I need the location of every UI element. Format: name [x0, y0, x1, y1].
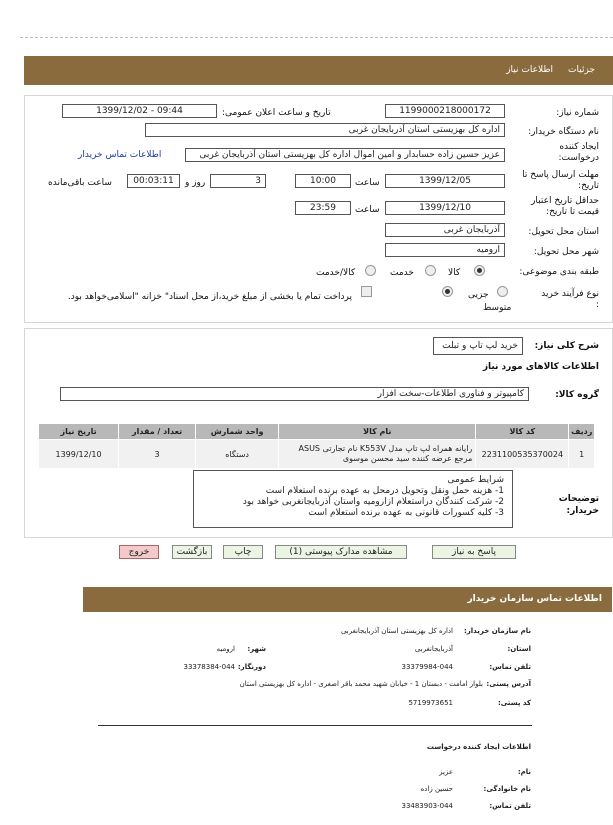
announce-field: 1399/12/02 - 09:44	[62, 104, 217, 118]
category-goods-service-label: کالا/خدمت	[316, 268, 356, 278]
row-qty: 3	[119, 440, 196, 469]
col-date-header: تاریخ نیاز	[39, 424, 119, 440]
col-name-header: نام کالا	[279, 424, 476, 440]
creator-name-label: نام:	[517, 768, 531, 776]
process-partial-radio[interactable]	[497, 286, 508, 297]
days-label: روز و	[185, 178, 206, 188]
contact-title: اطلاعات تماس سازمان خریدار	[467, 594, 602, 604]
buyer-contact-link[interactable]: اطلاعات تماس خریدار	[78, 150, 162, 160]
province-label: استان محل تحویل:	[528, 227, 599, 237]
exit-button[interactable]: خروج	[119, 545, 159, 559]
creator-label: ایجاد کننده درخواست:	[558, 142, 599, 163]
breadcrumb-need-info[interactable]: اطلاعات نیاز	[506, 65, 553, 75]
deadline-time-field: 10:00	[295, 174, 351, 188]
creator-name-value: عزیز	[439, 768, 453, 776]
validity-time-field: 23:59	[295, 201, 351, 215]
table-row	[39, 440, 595, 469]
row-unit: دستگاه	[196, 440, 279, 469]
creator-family-value: حسین زاده	[420, 785, 453, 793]
category-label: طبقه بندی موضوعی:	[519, 267, 599, 277]
contact-postal-label: کد پستی:	[497, 699, 531, 707]
contact-city-label: شهر:	[247, 645, 266, 653]
breadcrumb-details[interactable]: جزئیات	[568, 65, 595, 75]
validity-date-field: 1399/12/10	[385, 201, 505, 215]
print-button[interactable]: چاپ	[223, 545, 263, 559]
announce-label: تاریخ و ساعت اعلان عمومی:	[222, 108, 331, 118]
summary-field: خرید لپ تاپ و تبلت	[433, 337, 523, 355]
contact-province-label: استان:	[507, 645, 531, 653]
buyer-org-field: اداره کل بهزیستی استان آذربایجان غربی	[145, 123, 505, 137]
col-row-header: ردیف	[569, 424, 595, 440]
top-divider	[20, 37, 613, 38]
city-label: شهر محل تحویل:	[533, 247, 599, 257]
row-code: 2231100535370024	[476, 440, 569, 469]
notes-line-1: شرایط عمومی	[447, 475, 504, 485]
creator-phone-label: تلفن تماس:	[489, 802, 531, 810]
creator-family-label: نام خانوادگی:	[483, 785, 531, 793]
need-number-field: 1199000218000172	[385, 104, 505, 118]
col-code-header: کد کالا	[476, 424, 569, 440]
row-name: رایانه همراه لپ تاپ مدل K553V نام تجارتی ASUS مرجع عرضه کننده سید محسن موسوی	[279, 440, 476, 469]
contact-phone-label: تلفن تماس:	[489, 663, 531, 671]
contact-province-value: آذربایجانغربی	[414, 645, 453, 653]
header-bar	[24, 56, 613, 85]
validity-time-label: ساعت	[355, 205, 380, 215]
process-label: نوع فرآیند خرید :	[541, 289, 599, 310]
creator-field: عزیز حسین زاده حسابدار و امین اموال اداره کل بهزیستی استان آذربایجان غربی	[185, 148, 505, 162]
buyer-notes-label: توضیحات خریدار:	[558, 494, 599, 516]
col-qty-header: تعداد / مقدار	[119, 424, 196, 440]
deadline-label: مهلت ارسال پاسخ تا تاریخ:	[522, 170, 599, 191]
category-service-label: خدمت	[390, 268, 414, 278]
buyer-org-label: نام دستگاه خریدار:	[528, 127, 599, 137]
row-date: 1399/12/10	[39, 440, 119, 469]
notes-line-4: 3- کلیه کسورات قانونی به عهده برنده استعلام است	[308, 508, 504, 518]
creator-info-title: اطلاعات ایجاد کننده درخواست	[426, 743, 531, 751]
treasury-payment-note: پرداخت تمام یا بخشی از مبلغ خرید،از محل اسناد" خزانه "اسلامی‌خواهد بود.	[67, 292, 352, 302]
summary-label: شرح کلی نیاز:	[534, 341, 599, 351]
table-header-row	[39, 424, 595, 440]
treasury-payment-checkbox[interactable]	[361, 286, 372, 297]
group-field: کامپیوتر و فناوری اطلاعات-سخت افزار	[60, 387, 529, 401]
contact-address-label: آدرس پستی:	[486, 680, 531, 688]
contact-fax-label: دورنگار:	[237, 663, 266, 671]
category-goods-radio[interactable]	[474, 265, 485, 276]
days-field: 3	[210, 174, 266, 188]
category-goods-service-radio[interactable]	[365, 265, 376, 276]
city-field: ارومیه	[385, 243, 505, 257]
remaining-time-field: 00:03:11	[127, 174, 180, 188]
deadline-date-field: 1399/12/05	[385, 174, 505, 188]
notes-line-2: 1- هزینه حمل ونقل وتحویل درمحل به عهده برنده استعلام است	[265, 486, 504, 496]
process-medium-label: متوسط	[483, 303, 512, 313]
deadline-time-label: ساعت	[355, 178, 380, 188]
process-medium-radio[interactable]	[442, 286, 453, 297]
validity-label: حداقل تاریخ اعتبار قیمت تا تاریخ:	[531, 196, 599, 217]
row-number: 1	[569, 440, 595, 469]
contact-phone-value: 33379984-044	[401, 663, 453, 671]
goods-info-title: اطلاعات کالاهای مورد نیاز	[482, 362, 599, 372]
need-number-label: شماره نیاز:	[556, 108, 599, 118]
org-name-label: نام سازمان خریدار:	[463, 627, 531, 635]
category-goods-label: کالا	[448, 268, 461, 278]
org-name-value: اداره کل بهزیستی استان آذربایجانغربی	[340, 627, 453, 635]
contact-divider	[98, 725, 532, 726]
contact-header-bar	[83, 587, 612, 612]
goods-table	[38, 423, 595, 469]
buyer-notes-box	[193, 470, 513, 528]
creator-phone-value: 33483903-044	[401, 802, 453, 810]
contact-address-value: بلوار امامت - دبستان 1 - خیابان شهید محمد باقر اصغری - اداره کل بهزیستی استان	[239, 680, 483, 688]
col-unit-header: واحد شمارش	[196, 424, 279, 440]
category-service-radio[interactable]	[425, 265, 436, 276]
notes-line-3: 2- شرکت کنندگان دراستعلام ازارومیه واستان آذربایجانغربی خواهد بود	[242, 497, 504, 507]
contact-postal-value: 5719973651	[408, 699, 453, 707]
reply-button[interactable]: پاسخ به نیاز	[432, 545, 516, 559]
group-label: گروه کالا:	[555, 390, 599, 400]
remaining-label: ساعت باقی‌مانده	[48, 178, 112, 188]
contact-city-value: ارومیه	[216, 645, 235, 653]
process-partial-label: جزیی	[468, 290, 489, 300]
back-button[interactable]: بازگشت	[172, 545, 212, 559]
province-field: آذربایجان غربی	[385, 223, 505, 237]
contact-fax-value: 33378384-044	[183, 663, 235, 671]
attachments-button[interactable]: مشاهده مدارک پیوستی (1)	[275, 545, 407, 559]
